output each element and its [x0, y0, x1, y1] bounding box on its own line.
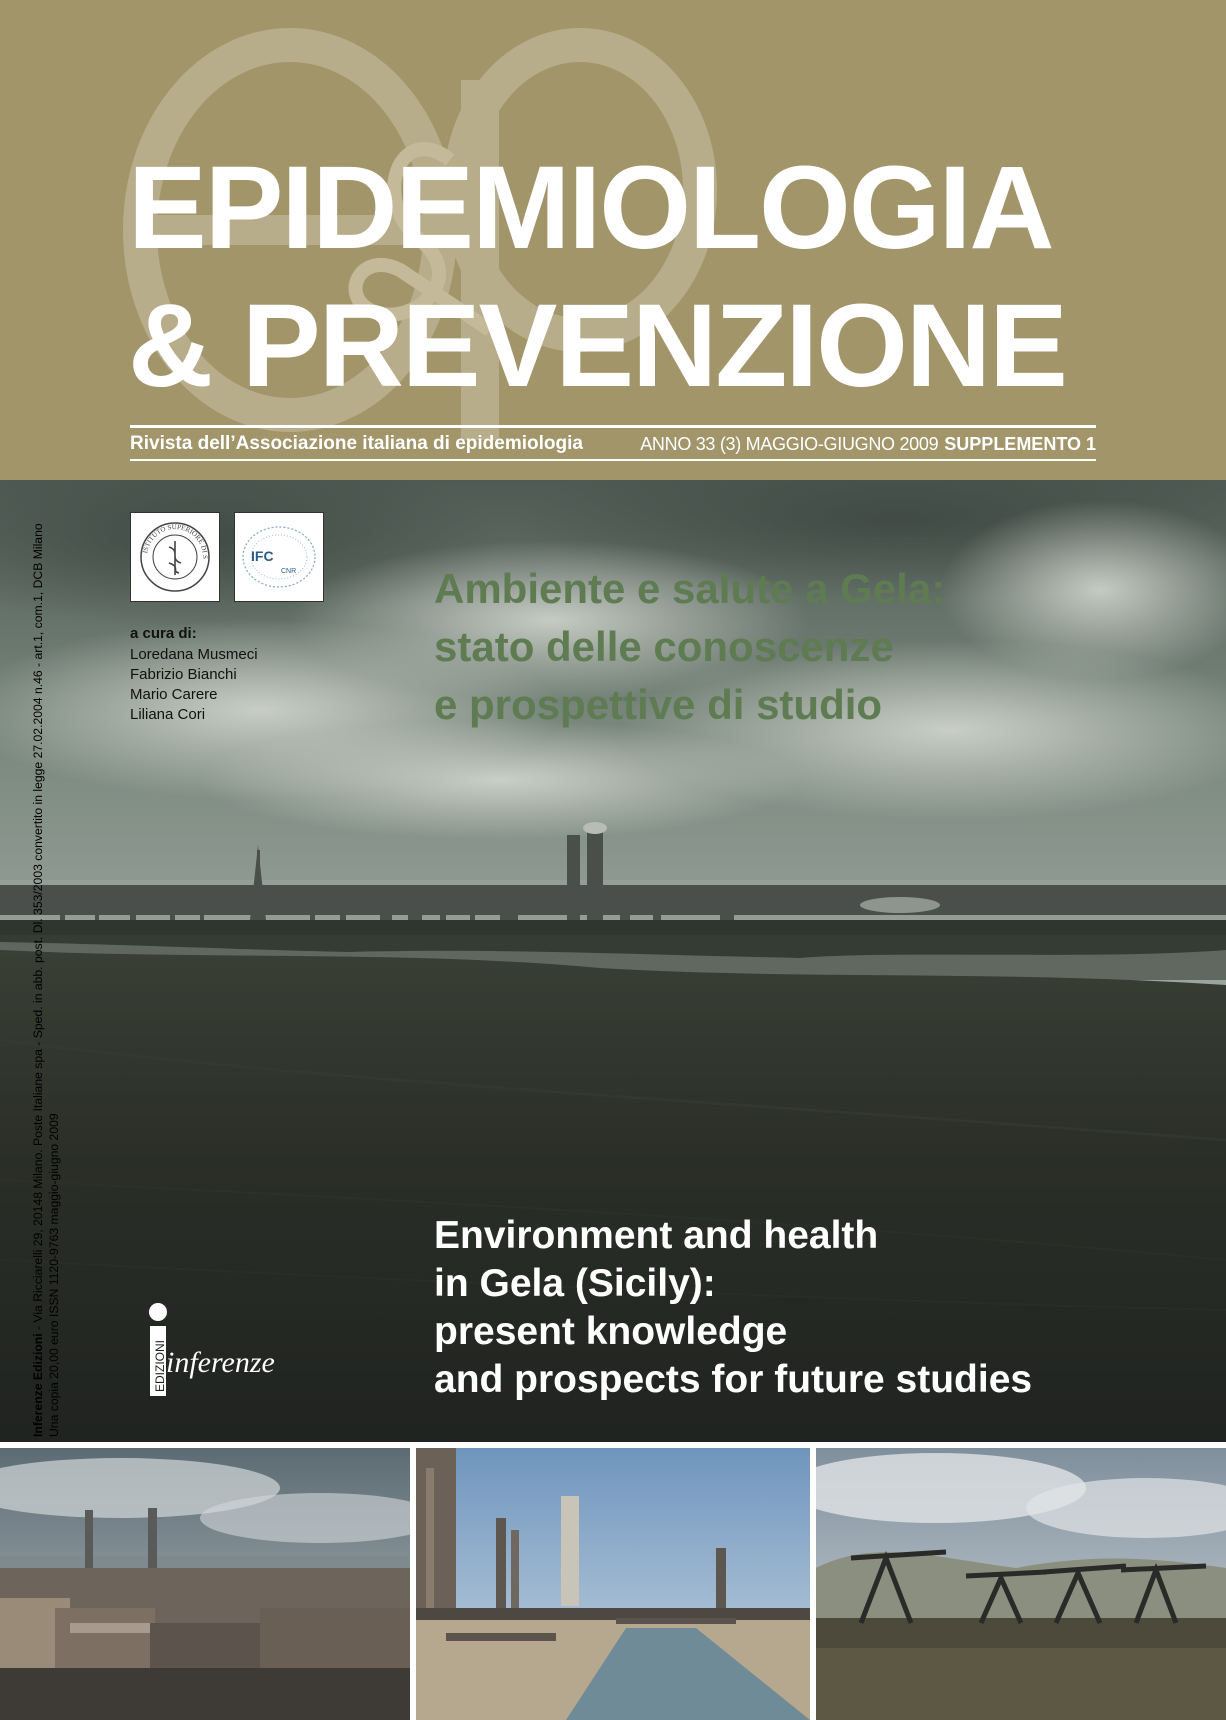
- publisher-label-small: EDIZIONI: [153, 1339, 167, 1392]
- editor-name: Loredana Musmeci: [130, 646, 258, 663]
- imprint-address: - Via Ricciarelli 29, 20148 Milano. Poste Italiane spa - Sped. in abb. post. Dl. 353/2003 convertito in legge 27.02.2004 n.46 - art.1, com.1, DCB Milano: [31, 523, 45, 1334]
- publisher-name: inferenze: [166, 1346, 275, 1379]
- italian-title-line: stato delle conoscenze: [434, 623, 894, 670]
- masthead: [0, 0, 1226, 480]
- imprint-line-1: [30, 497, 46, 1437]
- journal-title-line-2: & PREVENZIONE: [128, 280, 1066, 412]
- ifc-logo-text: IFC: [251, 548, 274, 564]
- town-photo-image: [0, 1448, 410, 1720]
- refinery-canal-photo: [416, 1448, 810, 1720]
- ifc-logo-icon: [235, 513, 323, 601]
- editor-name: Fabrizio Bianchi: [130, 666, 237, 683]
- side-imprint: [30, 497, 80, 1437]
- english-title-line: and prospects for future studies: [434, 1358, 1033, 1401]
- english-title-line: in Gela (Sicily):: [434, 1262, 716, 1305]
- italian-title-line: Ambiente e salute a Gela:: [434, 565, 946, 612]
- editors-list: [130, 645, 258, 725]
- italian-title: [434, 560, 945, 734]
- issue-info: [640, 432, 1096, 456]
- oilfield-photo-image: [816, 1448, 1226, 1720]
- english-title-line: Environment and health: [434, 1214, 879, 1257]
- imprint-publisher: Inferenze Edizioni: [31, 1333, 45, 1437]
- editors-label: a cura di:: [130, 625, 197, 642]
- journal-title-line-1: EPIDEMIOLOGIA: [128, 142, 1053, 274]
- iss-logo: [130, 512, 220, 602]
- english-title-line: present knowledge: [434, 1310, 788, 1353]
- editor-name: Liliana Cori: [130, 706, 206, 723]
- italian-title-line: e prospettive di studio: [434, 681, 883, 728]
- industrial-landscape-photo: [0, 480, 1226, 1442]
- supplement-label: SUPPLEMENTO 1: [944, 434, 1096, 454]
- editor-name: Mario Carere: [130, 686, 218, 703]
- iss-seal-icon: [131, 513, 219, 601]
- masthead-rule-bottom: [130, 459, 1096, 461]
- oil-pumpjacks-photo: [816, 1448, 1226, 1720]
- town-view-photo: [0, 1448, 410, 1720]
- masthead-rule-top: [130, 425, 1096, 428]
- ifc-logo-subtext: CNR: [281, 568, 297, 575]
- english-title: [434, 1212, 1032, 1404]
- issue-number: ANNO 33 (3) MAGGIO-GIUGNO 2009: [640, 434, 939, 454]
- refinery-photo-image: [416, 1448, 810, 1720]
- iss-seal-text: ISTITUTO SUPERIORE DI S: [141, 522, 210, 559]
- inferenze-publisher-logo: [128, 1300, 308, 1400]
- ifc-cnr-logo: [234, 512, 324, 602]
- imprint-line-2: Una copia 20,00 euro ISSN 1120-9763 maggio-giugno 2009: [47, 1113, 61, 1437]
- journal-subtitle: Rivista dell’Associazione italiana di epidemiologia: [130, 433, 583, 454]
